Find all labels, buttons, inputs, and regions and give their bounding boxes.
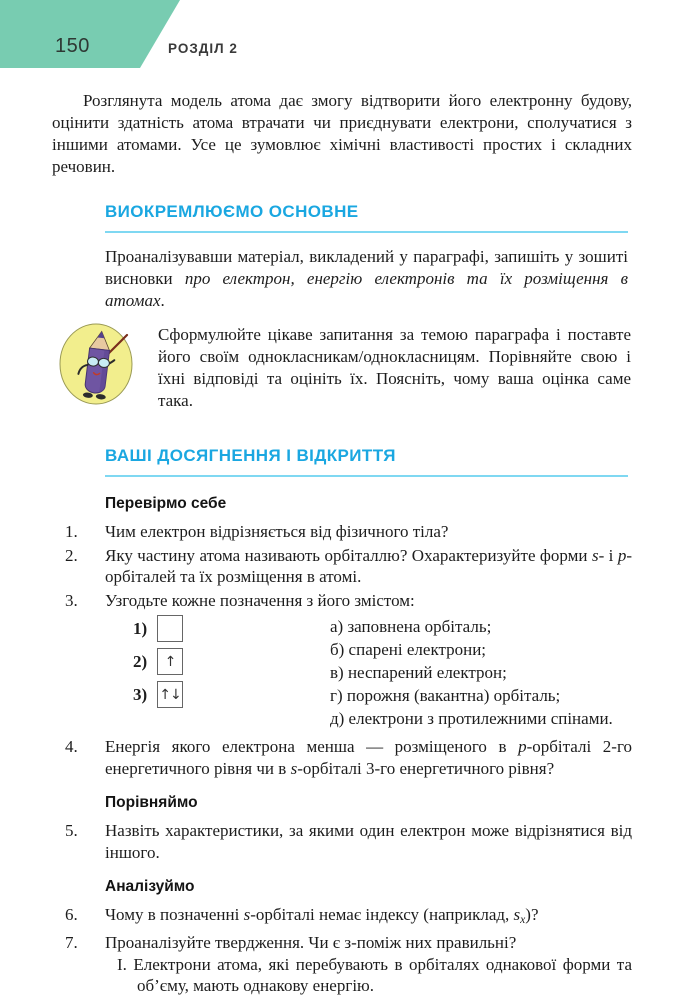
subheading-compare: Порівняймо (105, 794, 695, 812)
highlight-paragraph: Проаналізувавши матеріал, викладений у параграфі, запишіть у зошиті висновки про електрон, енергію електронів та їх розміщення в атомах. (105, 246, 628, 312)
orbital-row-label: 3) (133, 685, 157, 705)
check-yourself-list (0, 521, 695, 611)
question-item-5 (65, 820, 632, 863)
matching-exercise (105, 615, 695, 730)
question-item-3 (65, 590, 632, 612)
orbital-row-label: 2) (133, 652, 157, 672)
page-content (0, 90, 695, 997)
question-item-7 (65, 932, 632, 954)
section-title-achievements: ВАШІ ДОСЯГНЕННЯ І ВІДКРИТТЯ (105, 446, 628, 477)
orbital-row-3 (133, 681, 235, 708)
question-text: Чому в позначенні s-орбіталі немає індексу (наприклад, sx)? (105, 904, 632, 930)
orbital-row-label: 1) (133, 619, 157, 639)
chapter-label: РОЗДІЛ 2 (168, 41, 238, 56)
question-text: Узгодьте кожне позначення з його змістом: (105, 590, 632, 612)
statement-roman-1: I. Електрони атома, які перебувають в орбіталях однакової форми та об’єму, мають однакову енергію. (117, 954, 632, 997)
matching-option-d: д) електрони з протилежними спінами. (330, 707, 620, 730)
subheading-analyze: Аналізуймо (105, 878, 695, 896)
page-corner-banner (0, 0, 180, 68)
question-item-2 (65, 545, 632, 588)
matching-option-a: а) заповнена орбіталь; (330, 615, 620, 638)
question-text: Проаналізуйте твердження. Чи є з-поміж них правильні? (105, 932, 632, 954)
section-title-highlight: ВИОКРЕМЛЮЄМО ОСНОВНЕ (105, 202, 628, 233)
orbital-boxes-column (105, 615, 235, 730)
question-number: 4. (65, 736, 105, 779)
matching-option-g: г) порожня (вакантна) орбіталь; (330, 684, 620, 707)
question-text: Назвіть характеристики, за якими один електрон може відрізнятися від іншого. (105, 820, 632, 863)
page-number: 150 (55, 35, 90, 58)
question-number: 6. (65, 904, 105, 930)
question-text: Чим електрон відрізняється від фізичного тіла? (105, 521, 632, 543)
orbital-box-empty (157, 615, 183, 642)
question-item-4 (65, 736, 632, 779)
matching-option-v: в) неспарений електрон; (330, 661, 620, 684)
subheading-check-yourself: Перевірмо себе (105, 495, 695, 513)
mascot-task-row (58, 322, 695, 412)
question-number: 5. (65, 820, 105, 863)
question-number: 2. (65, 545, 105, 588)
question-item-6 (65, 904, 632, 930)
intro-paragraph: Розглянута модель атома дає змогу відтворити його електронну будову, оцінити здатність атома втрачати чи приєднувати електрони, сполучатися з іншими атомами. Усе це зумовлює хімічні властивості простих і складних речовин. (52, 90, 632, 178)
orbital-box-single-arrow: ↑ (157, 648, 183, 675)
orbital-box-paired-arrows: ↑↓ (157, 681, 183, 708)
matching-options-column (330, 615, 620, 730)
question-number: 1. (65, 521, 105, 543)
question-text: Яку частину атома називають орбіталлю? Охарактеризуйте форми s- і p-орбіталей та їх розміщення в атомі. (105, 545, 632, 588)
question-number: 7. (65, 932, 105, 954)
question-text: Енергія якого електрона менша — розміщеного в p-орбіталі 2-го енергетичного рівня чи в s-орбіталі 3-го енергетичного рівня? (105, 736, 632, 779)
orbital-row-1 (133, 615, 235, 642)
matching-option-b: б) спарені електрони; (330, 638, 620, 661)
question-item-1 (65, 521, 632, 543)
pencil-mascot-icon (58, 322, 134, 406)
mascot-task-text: Сформулюйте цікаве запитання за темою параграфа і поставте його своїм однокласникам/однокласницям. Порівняйте свою і їхні відповіді та оцініть їх. Поясніть, чому ваша оцінка саме така. (158, 324, 631, 412)
question-number: 3. (65, 590, 105, 612)
orbital-row-2 (133, 648, 235, 675)
